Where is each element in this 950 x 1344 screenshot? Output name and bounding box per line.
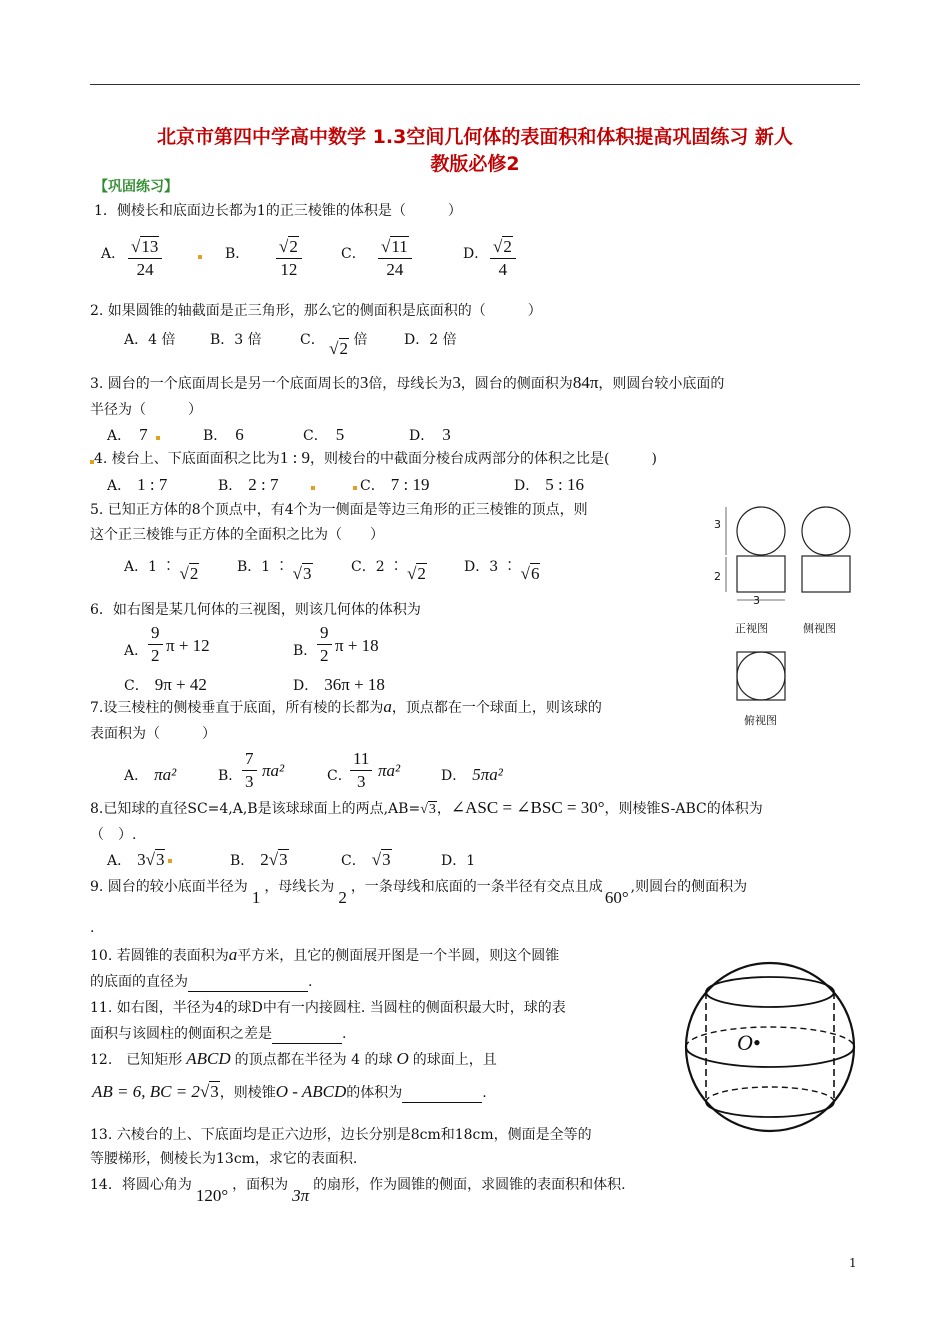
dim-label-mid: 2: [714, 570, 721, 583]
question-2: 2. 如果圆锥的轴截面是正三角形，那么它的侧面积是底面积的（ ）: [90, 303, 542, 319]
question-9-line-2: .: [90, 920, 95, 936]
cylinder-bottom-front: [706, 1102, 834, 1117]
question-6: 6．如右图是某几何体的三视图，则该几何体的体积为: [90, 602, 421, 618]
question-9: 9. 圆台的较小底面半径为1，母线长为2，一条母线和底面的一条半径有交点且成60°,则圆台的侧面积为: [90, 879, 748, 907]
question-1: 1．侧棱长和底面边长都为1的正三棱锥的体积是（ ）: [94, 203, 462, 219]
stray-mark: [353, 486, 357, 490]
dim-label-bottom: 3: [753, 594, 760, 607]
q4-option-a: A． 1 : 7: [107, 475, 168, 494]
cylinder-top: [706, 977, 834, 1007]
question-10: 10. 若圆锥的表面积为a平方米，且它的侧面展开图是一个半圆，则这个圆锥: [90, 945, 560, 964]
q5-option-b: B．1 ∶ √3: [237, 559, 312, 583]
q7-option-b-fraction: $\frac{7}{3}$: [242, 748, 257, 793]
question-3: 3. 圆台的一个底面周长是另一个底面周长的3倍，母线长为3，圆台的侧面积为84π，则圆台较小底面的: [90, 373, 725, 392]
q6-option-c: C． 9π + 42: [124, 675, 207, 694]
q2-option-b: B．3 倍: [210, 332, 262, 348]
question-12-line-2: AB = 6, BC = 2√3，则棱锥O - ABCD的体积为 .: [92, 1082, 487, 1101]
side-view-circle: [802, 507, 850, 555]
sphere-center-label: O•: [737, 1030, 761, 1055]
q1-option-d-fraction: $\frac{√2}{4}$: [490, 236, 516, 281]
stray-mark: [156, 436, 160, 440]
stray-mark: [168, 859, 172, 863]
q7-option-b-label: B．: [218, 768, 243, 784]
q8-option-d: D．1: [441, 853, 476, 869]
q1-option-b-label: B．: [225, 246, 250, 262]
three-view-figure: [712, 500, 872, 730]
side-view-rect: [802, 556, 850, 592]
q6-option-b-fraction: $\frac{9}{2}$: [317, 622, 332, 667]
q3-option-c: C． 5: [303, 425, 345, 444]
q5-option-d: D．3 ∶ √6: [464, 559, 540, 583]
question-3-line-2: 半径为（ ）: [90, 402, 202, 418]
header-rule: [90, 84, 860, 85]
question-8: 8.已知球的直径SC=4,A,B是该球球面上的两点,AB=√3，∠ASC = ∠BSC = 30°，则棱锥S-ABC的体积为: [90, 798, 763, 817]
q1-option-a-label: A．: [101, 246, 126, 262]
page-number: 1: [849, 1256, 857, 1270]
q8-option-a: A． 3√3: [107, 850, 165, 869]
question-8-line-2: （ ）.: [90, 827, 137, 843]
question-13: 13. 六棱台的上、下底面均是正六边形，边长分别是8cm和18cm，侧面是全等的: [90, 1127, 592, 1143]
top-view-label: 俯视图: [744, 714, 777, 727]
question-11: 11. 如右图，半径为4的球D中有一内接圆柱. 当圆柱的侧面积最大时，球的表: [90, 1000, 566, 1016]
sphere-equator-back: [686, 1027, 854, 1047]
q1-option-c-label: C．: [341, 246, 366, 262]
answer-blank[interactable]: [188, 991, 308, 992]
question-10-line-2: 的底面的直径为 .: [90, 974, 313, 990]
answer-blank[interactable]: [272, 1043, 342, 1044]
q5-option-c: C．2 ∶ √2: [351, 559, 426, 583]
top-view-circle: [737, 652, 785, 700]
cylinder-bottom-back: [706, 1087, 834, 1102]
q3-option-a: A． 7: [107, 425, 148, 444]
question-11-line-2: 面积与该圆柱的侧面积之差是 .: [90, 1026, 347, 1042]
q4-option-b: B． 2 : 7: [218, 475, 279, 494]
question-7-line-2: 表面积为（ ）: [90, 726, 216, 742]
question-13-line-2: 等腰梯形，侧棱长为13cm，求它的表面积.: [90, 1151, 358, 1167]
q2-option-a: A．4 倍: [124, 332, 176, 348]
q1-option-a-fraction: $\frac{√13}{24}$: [128, 236, 162, 281]
question-7: 7.设三棱柱的侧棱垂直于底面，所有棱的长都为a，顶点都在一个球面上，则该球的: [90, 697, 602, 716]
stray-mark: [311, 486, 315, 490]
front-view-circle: [737, 507, 785, 555]
q1-option-b-fraction: $\frac{√2}{12}$: [276, 236, 302, 281]
q7-option-c-label: C．: [327, 768, 352, 784]
question-4: 4. 棱台上、下底面面积之比为1 : 9，则棱台的中截面分棱台成两部分的体积之比是( ): [94, 448, 657, 467]
sphere-equator-front: [686, 1047, 854, 1067]
q7-option-a: A． πa²: [124, 765, 177, 784]
sphere-cylinder-figure: [680, 958, 860, 1138]
q7-option-c-tail: πa²: [378, 761, 401, 780]
q7-option-d: D． 5πa²: [441, 765, 503, 784]
q8-option-c: C． √3: [341, 850, 391, 869]
q6-option-b-label: B．: [293, 643, 318, 659]
dim-label-top: 3: [714, 518, 721, 531]
q2-option-d: D．2 倍: [404, 332, 457, 348]
q6-option-a-fraction: $\frac{9}{2}$: [148, 622, 163, 667]
q8-option-b: B． 2√3: [230, 850, 288, 869]
front-view-rect: [737, 556, 785, 592]
q6-option-d: D． 36π + 18: [293, 675, 385, 694]
q3-option-d: D． 3: [409, 425, 451, 444]
q7-option-c-fraction: $\frac{11}{3}$: [350, 748, 372, 793]
stray-mark: [198, 255, 202, 259]
q6-option-b-tail: π + 18: [335, 636, 379, 655]
q1-option-c-fraction: $\frac{√11}{24}$: [378, 236, 412, 281]
q5-option-a: A．1 ∶ √2: [124, 559, 199, 583]
front-view-label: 正视图: [735, 622, 768, 635]
question-5: 5. 已知正方体的8个顶点中，有4个为一侧面是等边三角形的正三棱锥的顶点，则: [90, 502, 588, 518]
q6-option-a-label: A．: [124, 643, 149, 659]
side-view-label: 侧视图: [803, 622, 836, 635]
answer-blank[interactable]: [402, 1102, 482, 1103]
q4-option-d: D． 5 : 16: [514, 475, 584, 494]
q6-option-a-tail: π + 12: [166, 636, 210, 655]
question-12: 12. 已知矩形 ABCD 的顶点都在半径为 4 的球 O 的球面上，且: [90, 1049, 497, 1068]
section-heading: 【巩固练习】: [94, 179, 178, 195]
q4-option-c: C． 7 : 19: [360, 475, 430, 494]
question-5-line-2: 这个正三棱锥与正方体的全面积之比为（ ）: [90, 527, 384, 543]
sphere-outline: [686, 963, 854, 1131]
page-title: 北京市第四中学高中数学 1.3空间几何体的表面积和体积提高巩固练习 新人 教版必修2: [157, 126, 793, 175]
question-14: 14．将圆心角为120°，面积为3π的扇形，作为圆锥的侧面，求圆锥的表面积和体积.: [90, 1177, 626, 1205]
q3-option-b: B． 6: [203, 425, 244, 444]
q2-option-c: C． √2 倍: [300, 332, 368, 358]
q1-option-d-label: D．: [463, 246, 489, 262]
q7-option-b-tail: πa²: [262, 761, 285, 780]
